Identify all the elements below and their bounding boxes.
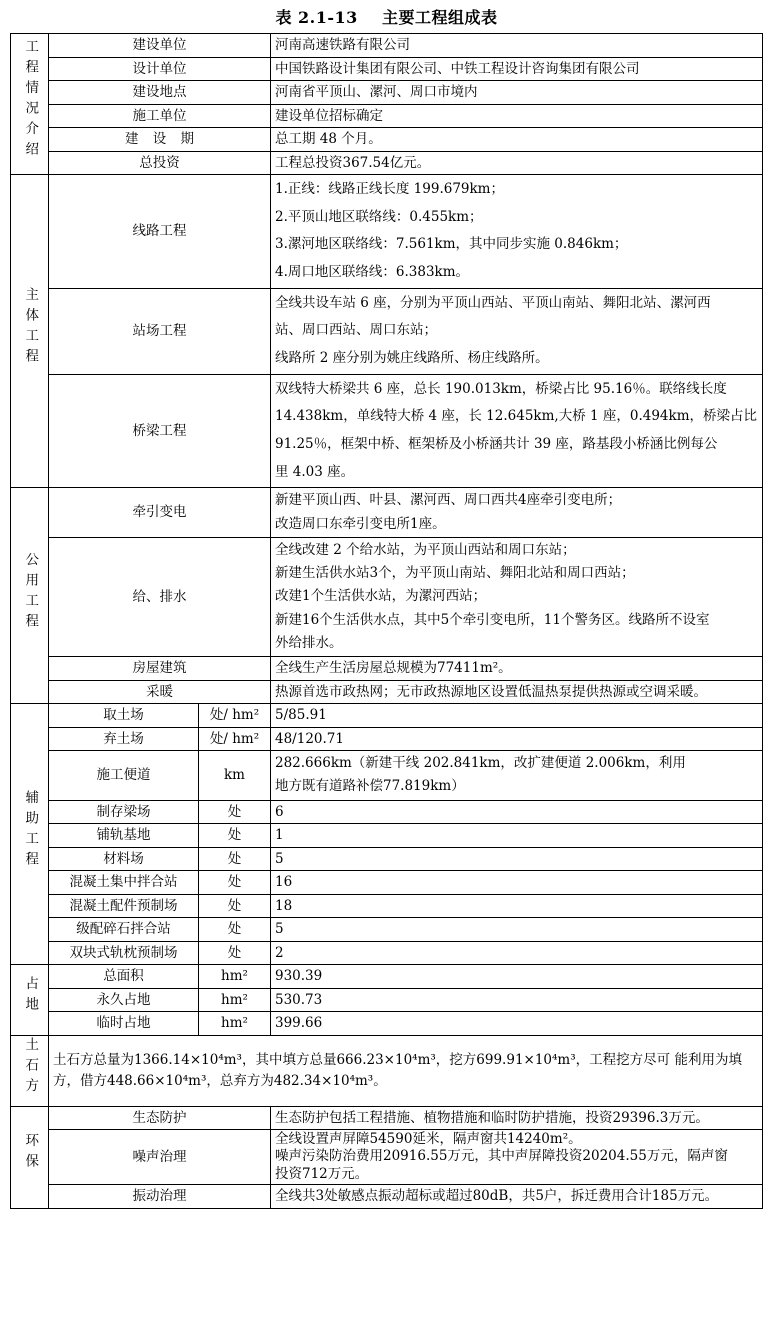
row-unit: 处 [199, 918, 271, 942]
main-engineering-composition-table [10, 33, 763, 1209]
row-value: 全线设置声屏障54590延米，隔声窗共14240m²。 噪声污染防治费用20916.55万元，其中声屏障投资20204.55万元，隔声窗 投资712万元。 [271, 1130, 763, 1185]
table-row [11, 704, 763, 728]
group-label-main-works [11, 175, 49, 488]
table-row [11, 128, 763, 152]
row-unit: hm² [199, 1012, 271, 1036]
group-label-text: 环保 [22, 1133, 39, 1175]
table-row [11, 1035, 763, 1106]
row-unit: hm² [199, 988, 271, 1012]
row-unit: 处 [199, 894, 271, 918]
table-row [11, 894, 763, 918]
table-row [11, 151, 763, 175]
table-row [11, 941, 763, 965]
group-label-earthwork [11, 1035, 49, 1106]
row-value: 全线改建 2 个给水站，为平顶山西站和周口东站； 新建生活供水站3个，为平顶山南站、舞阳北站和周口西站； 改建1个生活供水站，为漯河西站； 新建16个生活供水点，其中5个牵引变电所，11个警务区。线路所不设室 外给排水。 [271, 537, 763, 656]
row-value: 河南省平顶山、漯河、周口市境内 [271, 81, 763, 105]
row-label: 站场工程 [49, 288, 271, 374]
row-value: 399.66 [271, 1012, 763, 1036]
table-row [11, 537, 763, 656]
table-row [11, 751, 763, 800]
row-unit: 处/ hm² [199, 704, 271, 728]
table-row [11, 374, 763, 488]
row-value: 河南高速铁路有限公司 [271, 34, 763, 58]
table-row [11, 657, 763, 681]
table-row [11, 727, 763, 751]
group-label-text: 占地 [22, 976, 39, 1018]
row-unit: hm² [199, 965, 271, 989]
row-value: 48/120.71 [271, 727, 763, 751]
row-label: 施工便道 [49, 751, 199, 800]
row-unit: km [199, 751, 271, 800]
table-row [11, 175, 763, 289]
row-label: 双块式轨枕预制场 [49, 941, 199, 965]
row-label: 房屋建筑 [49, 657, 271, 681]
group-label-text: 辅助工程 [22, 789, 39, 872]
table-row [11, 57, 763, 81]
row-value: 282.666km（新建干线 202.841km，改扩建便道 2.006km，利用 地方既有道路补偿77.819km） [271, 751, 763, 800]
table-row [11, 965, 763, 989]
row-value: 中国铁路设计集团有限公司、中铁工程设计咨询集团有限公司 [271, 57, 763, 81]
row-unit: 处 [199, 824, 271, 848]
group-label-public-works [11, 488, 49, 704]
row-value: 全线共设车站 6 座，分别为平顶山西站、平顶山南站、舞阳北站、漯河西 站、周口西站、周口东站； 线路所 2 座分别为姚庄线路所、杨庄线路所。 [271, 288, 763, 374]
row-label: 混凝土集中拌合站 [49, 871, 199, 895]
row-label: 设计单位 [49, 57, 271, 81]
table-row [11, 34, 763, 58]
row-value: 6 [271, 800, 763, 824]
row-unit: 处/ hm² [199, 727, 271, 751]
table-row [11, 988, 763, 1012]
row-unit: 处 [199, 941, 271, 965]
row-unit: 处 [199, 847, 271, 871]
row-label: 给、排水 [49, 537, 271, 656]
table-row [11, 104, 763, 128]
table-row [11, 288, 763, 374]
table-row [11, 1012, 763, 1036]
row-label: 牵引变电 [49, 488, 271, 537]
row-label: 混凝土配件预制场 [49, 894, 199, 918]
row-label: 取土场 [49, 704, 199, 728]
group-label-text: 公用工程 [22, 551, 39, 634]
row-value: 双线特大桥梁共 6 座，总长 190.013km，桥梁占比 95.16％。联络线长度 14.438km，单线特大桥 4 座，长 12.645km,大桥 1 座，0.494km，桥梁占比 91.25％，框架中桥、框架桥及小桥涵共计 39 座，路基段小桥涵比例每公 里 4.03 座。 [271, 374, 763, 488]
row-label: 建 设 期 [49, 128, 271, 152]
row-value: 930.39 [271, 965, 763, 989]
row-value: 1.正线：线路正线长度 199.679km； 2.平顶山地区联络线：0.455km； 3.漯河地区联络线：7.561km，其中同步实施 0.846km； 4.周口地区联络线：6.383km。 [271, 175, 763, 289]
page-title: 表 2.1-13 主要工程组成表 [275, 8, 498, 27]
table-row [11, 1185, 763, 1209]
group-label-auxiliary-works [11, 704, 49, 965]
group-label-text: 土石方 [22, 1036, 39, 1099]
row-label: 临时占地 [49, 1012, 199, 1036]
table-row [11, 81, 763, 105]
row-unit: 处 [199, 800, 271, 824]
row-value: 18 [271, 894, 763, 918]
row-label: 施工单位 [49, 104, 271, 128]
row-label: 总面积 [49, 965, 199, 989]
row-label: 生态防护 [49, 1106, 271, 1130]
row-label: 永久占地 [49, 988, 199, 1012]
row-value: 5/85.91 [271, 704, 763, 728]
row-label: 建设单位 [49, 34, 271, 58]
group-label-text: 工程情况介绍 [22, 39, 39, 163]
row-label: 级配碎石拌合站 [49, 918, 199, 942]
table-row [11, 488, 763, 537]
table-row [11, 680, 763, 704]
row-label: 铺轨基地 [49, 824, 199, 848]
row-label: 线路工程 [49, 175, 271, 289]
row-value: 16 [271, 871, 763, 895]
row-value: 1 [271, 824, 763, 848]
group-label-project-overview [11, 34, 49, 175]
group-label-text: 主体工程 [22, 287, 39, 370]
table-row [11, 871, 763, 895]
table-row [11, 847, 763, 871]
row-label: 建设地点 [49, 81, 271, 105]
table-row [11, 824, 763, 848]
group-label-land-occupation [11, 965, 49, 1036]
row-label: 制存梁场 [49, 800, 199, 824]
row-value: 建设单位招标确定 [271, 104, 763, 128]
row-value: 热源首选市政热网；无市政热源地区设置低温热泵提供热源或空调采暖。 [271, 680, 763, 704]
table-row [11, 1130, 763, 1185]
row-unit: 处 [199, 871, 271, 895]
row-value: 生态防护包括工程措施、植物措施和临时防护措施，投资29396.3万元。 [271, 1106, 763, 1130]
row-value: 全线生产生活房屋总规模为77411m²。 [271, 657, 763, 681]
table-row [11, 800, 763, 824]
row-value: 工程总投资367.54亿元。 [271, 151, 763, 175]
group-label-environmental-protection [11, 1106, 49, 1208]
row-value: 5 [271, 847, 763, 871]
table-row [11, 918, 763, 942]
row-label: 桥梁工程 [49, 374, 271, 488]
row-value: 新建平顶山西、叶县、漯河西、周口西共4座牵引变电所； 改造周口东牵引变电所1座。 [271, 488, 763, 537]
row-label: 采暖 [49, 680, 271, 704]
row-value: 5 [271, 918, 763, 942]
row-label: 噪声治理 [49, 1130, 271, 1185]
row-value: 2 [271, 941, 763, 965]
row-value: 总工期 48 个月。 [271, 128, 763, 152]
row-label: 总投资 [49, 151, 271, 175]
row-label: 振动治理 [49, 1185, 271, 1209]
table-row [11, 1106, 763, 1130]
row-value: 530.73 [271, 988, 763, 1012]
row-label: 弃土场 [49, 727, 199, 751]
row-label: 材料场 [49, 847, 199, 871]
row-value-earthwork: 土石方总量为1366.14×10⁴m³，其中填方总量666.23×10⁴m³，挖方699.91×10⁴m³，工程挖方尽可 能利用为填方，借方448.66×10⁴m³，总弃方为482.34×10⁴m³。 [49, 1035, 763, 1106]
row-value: 全线共3处敏感点振动超标或超过80dB，共5户，拆迁费用合计185万元。 [271, 1185, 763, 1209]
